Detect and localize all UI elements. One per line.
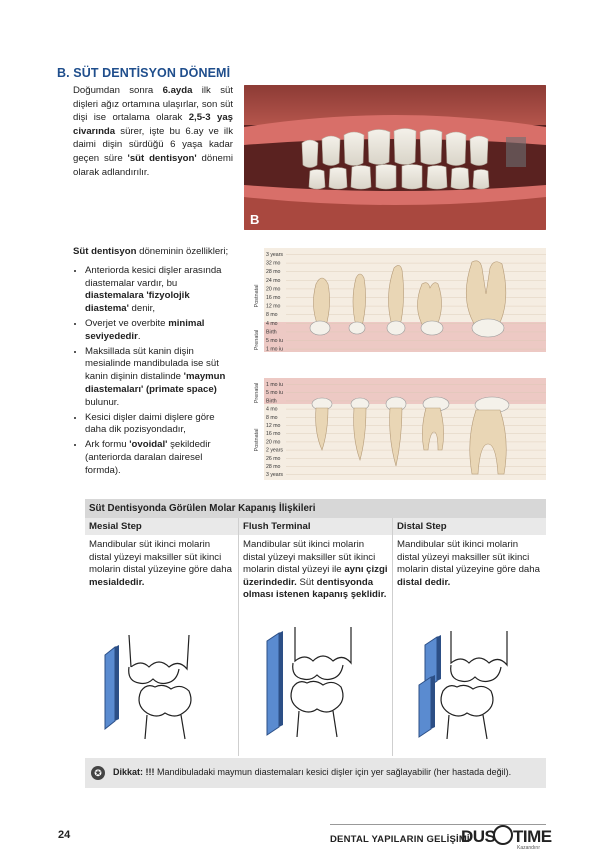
- note-text: [113, 767, 511, 777]
- photo-label: B: [250, 212, 260, 227]
- upper-tooth-1: [313, 278, 329, 326]
- prenatal-label-lower: Prenatal: [254, 382, 260, 404]
- upper-age-label: 3 years: [266, 252, 284, 258]
- lower-age-label: 5 mo iu: [266, 390, 284, 397]
- upper-age-label: 12 mo: [266, 303, 281, 310]
- intro-text: dönemi olarak adlandırılır.: [73, 152, 233, 178]
- distal-step-figure: [393, 611, 547, 756]
- page-number: 24: [58, 829, 71, 841]
- intro-emphasis: 6.ayda: [162, 85, 193, 96]
- list-item: • Ark formu 'ovoidal' şekildedir (anteriorda daralan dairesel formda).: [85, 439, 233, 477]
- prenatal-label-upper: Prenatal: [254, 329, 260, 351]
- star-icon: ✪: [91, 766, 105, 780]
- distal-step-desc: Mandibular süt ikinci molarin distal yüzeyi maksiller süt ikinci molarin distal yüzeyine göre daha distal dedir.: [397, 539, 540, 588]
- flush-terminal-desc: Mandibular süt ikinci molarin distal yüzeyi maksiller süt ikinci molarin distal yüzeyi ile aynı çizgi üzerindedir. Süt dentisyonda olması istenen kapanış şeklidir.: [239, 535, 393, 611]
- intro-paragraph: [73, 84, 233, 179]
- logo-text-b: TIME: [513, 827, 552, 846]
- clock-icon: [493, 825, 513, 845]
- list-item: • Maksillada süt kanin dişin mesialinde mandibulada ise süt kanin dişinin distalinde 'maymun diastemaları' (primate space) bulunur.: [85, 346, 233, 410]
- lower-age-label: 28 mo: [266, 464, 281, 470]
- lower-age-label: 8 mo: [266, 414, 278, 421]
- table-title: Süt Dentisyonda Görülen Molar Kapanış İlişkileri: [85, 499, 546, 518]
- col-header-mesial-step: Mesial Step: [85, 518, 239, 535]
- upper-age-label: 5 mo iu: [266, 338, 284, 344]
- features-intro: [73, 246, 233, 259]
- upper-tooth-2: [353, 274, 366, 326]
- intro-emphasis: 2,5-3 yaş civarında: [73, 112, 233, 137]
- tooth-development-chart: [246, 248, 546, 480]
- logo-text-a: DUS: [461, 827, 496, 846]
- mesial-step-desc: Mandibular süt ikinci molarin distal yüzeyi maksiller süt ikinci molarin distal yüzeyine göre daha mesialdedir.: [85, 535, 239, 611]
- footer-chapter-title: DENTAL YAPILARIN GELİŞİMİ: [330, 834, 470, 845]
- molar-figure-distal: [393, 611, 546, 751]
- lower-age-label: 2 years: [266, 447, 284, 454]
- upper-age-label: 16 mo: [266, 295, 281, 301]
- upper-age-label: 20 mo: [266, 286, 281, 293]
- note-body: Mandibuladaki maymun diastemaları kesici dişler için yer sağlayabilir (her hastada değil).: [154, 767, 512, 777]
- col-header-flush-terminal: Flush Terminal: [239, 518, 393, 535]
- attention-note: [85, 758, 546, 788]
- dustime-logo: [461, 823, 552, 853]
- intro-emphasis: 'süt dentisyon': [127, 152, 197, 164]
- mesial-step-figure: [85, 611, 239, 756]
- upper-age-label: 28 mo: [266, 269, 281, 276]
- features-list: [73, 246, 233, 480]
- intro-text: ilk süt dişleri ağız ortamına ulaşırlar, son süt dişi ise ortalama olarak: [73, 85, 233, 124]
- intro-text: sürer, işte bu 6.ay ve ilk daimi dişin sürdüğü 6 yaşa kadar geçen süre: [73, 125, 233, 164]
- upper-age-label: 1 mo iu: [266, 346, 284, 353]
- lower-age-label: 1 mo iu: [266, 382, 284, 388]
- list-item: • Kesici dişler daimi dişlere göre daha dik pozisyondadır,: [85, 412, 233, 438]
- features-intro-bold: Süt dentisyon: [73, 246, 137, 257]
- molar-figure-flush: [239, 611, 392, 751]
- flush-terminal-figure: [239, 611, 393, 756]
- upper-age-label: Birth: [266, 329, 277, 336]
- primary-dentition-photo: [244, 85, 546, 230]
- list-item: • Anteriorda kesici dişler arasında diastemalar vardır, bu diastemalara 'fizyolojik diastema' denir,: [85, 265, 233, 316]
- postnatal-label-lower: Postnatal: [254, 428, 260, 452]
- postnatal-label-upper: Postnatal: [254, 284, 260, 308]
- intro-text: Doğumdan sonra: [73, 85, 163, 96]
- list-item: • Overjet ve overbite minimal seviyededir.: [85, 318, 233, 344]
- lower-age-label: 20 mo: [266, 439, 281, 446]
- lower-age-label: 3 years: [266, 472, 284, 479]
- lower-age-label: 4 mo: [266, 406, 278, 413]
- mouth-illustration: [244, 85, 546, 230]
- upper-age-label: 4 mo: [266, 320, 278, 327]
- upper-age-label: 8 mo: [266, 312, 278, 319]
- section-heading: B. SÜT DENTİSYON DÖNEMİ: [57, 66, 231, 80]
- development-chart-svg: [246, 248, 546, 480]
- col-header-distal-step: Distal Step: [393, 518, 547, 535]
- lower-age-label: 26 mo: [266, 455, 281, 462]
- upper-age-label: 32 mo: [266, 260, 281, 267]
- lower-age-label: 12 mo: [266, 423, 281, 429]
- note-label: Dikkat: !!!: [113, 767, 155, 777]
- logo-tagline: Kazandırır: [517, 845, 541, 851]
- upper-age-label: 24 mo: [266, 277, 281, 284]
- features-intro-text: döneminin özellikleri;: [136, 246, 229, 257]
- lower-age-label: 16 mo: [266, 431, 281, 438]
- molar-relationship-table: [85, 499, 546, 756]
- molar-figure-mesial: [85, 611, 238, 751]
- lower-age-label: Birth: [266, 398, 277, 405]
